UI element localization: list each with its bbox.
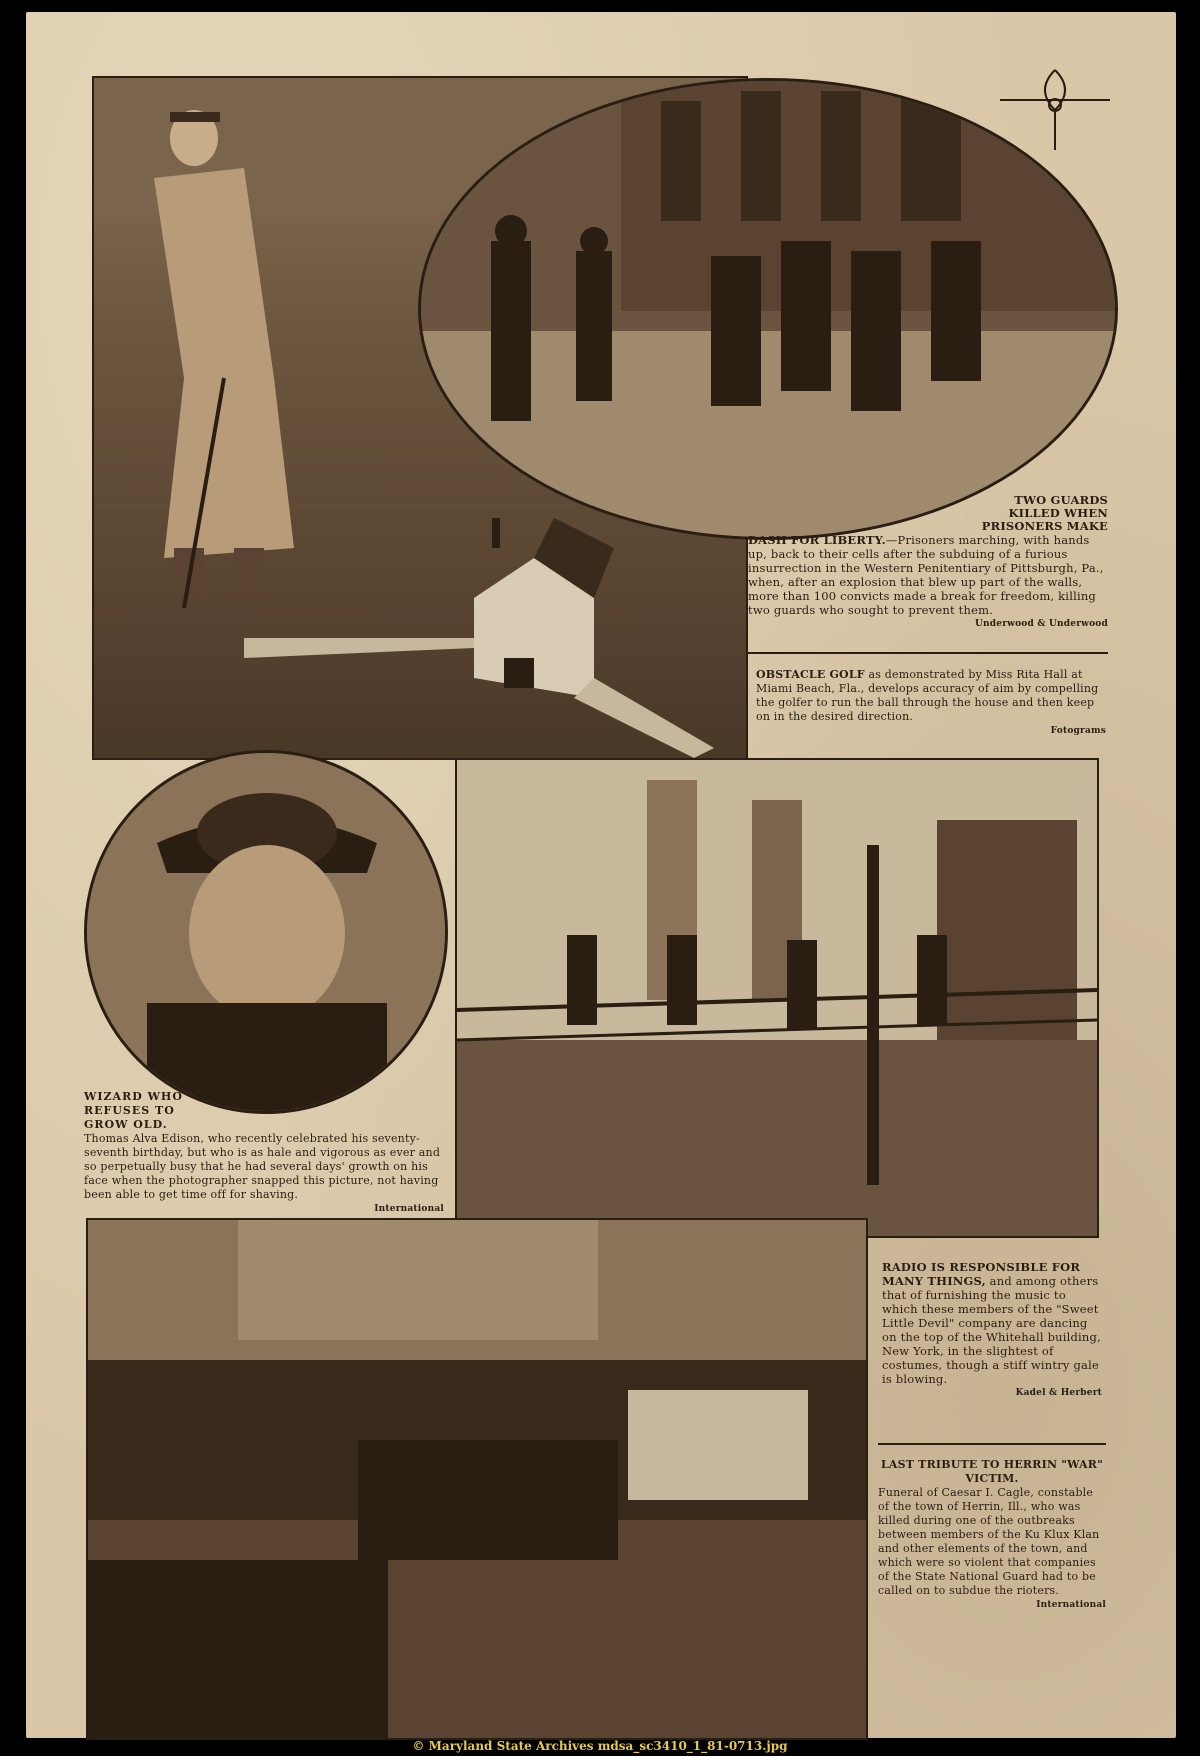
herrin-caption: [878, 1458, 1106, 1612]
golf-credit: Fotograms: [1050, 726, 1106, 736]
prison-caption-lead: DASH FOR LIBERTY.: [748, 533, 886, 547]
prison-caption: [748, 494, 1108, 631]
radio-caption-lead: RADIO IS RESPONSIBLE FOR MANY THINGS,: [882, 1260, 1081, 1288]
edison-credit: International: [374, 1204, 444, 1214]
radio-caption-text: and among others that of furnishing the music to which these members of the "Sweet Little Devil" company are dancing on the top of the Whitehall building, New York, in the slightest of costumes, though a stiff wintry gale is blowing.: [882, 1274, 1101, 1386]
herrin-credit: International: [1036, 1600, 1106, 1610]
edison-caption-text: Thomas Alva Edison, who recently celebrated his seventy-seventh birthday, but who is as hale and vigorous as ever and so perpetually busy that he had several days' growth on his face when the photographer snapped this picture, not having been able to get time off for shaving.: [84, 1132, 441, 1201]
dancers-photo: [455, 758, 1099, 1238]
edison-caption: [84, 1090, 444, 1216]
radio-credit: Kadel & Herbert: [1015, 1388, 1102, 1398]
radio-caption: [882, 1260, 1102, 1400]
funeral-photo: [86, 1218, 868, 1740]
edison-caption-head: WIZARD WHO REFUSES TO GROW OLD.: [84, 1090, 183, 1131]
divider-rule-2: [878, 1443, 1106, 1445]
golf-caption-text: as demonstrated by Miss Rita Hall at Miami Beach, Fla., develops accuracy of aim by compelling the golfer to run the ball through the house and then keep on in the desired direction.: [756, 668, 1099, 723]
herrin-caption-text: Funeral of Caesar I. Cagle, constable of the town of Herrin, Ill., who was killed during one of the outbreaks between members of the Ku Klux Klan and other elements of the town, and which were so violent that companies of the State National Guard had to be called on to subdue the rioters.: [878, 1486, 1100, 1597]
golf-caption: [756, 668, 1106, 738]
edison-photo: [84, 750, 448, 1114]
prison-caption-text: —Prisoners marching, with hands up, back to their cells after the subduing of a furious insurrection in the Western Penitentiary of Pittsburgh, Pa., when, after an explosion that blew up part of the walls, more than 100 convicts made a break for freedom, killing two guards who sought to prevent them.: [748, 533, 1104, 617]
golf-caption-lead: OBSTACLE GOLF: [756, 668, 865, 681]
divider-rule: [748, 652, 1108, 654]
flourish-ornament: [995, 60, 1115, 160]
prison-credit: Underwood & Underwood: [975, 619, 1108, 629]
archive-footer: © Maryland State Archives mdsa_sc3410_1_81-0713.jpg: [412, 1739, 788, 1753]
prison-caption-head: TWO GUARDS KILLED WHEN PRISONERS MAKE: [981, 493, 1108, 533]
herrin-caption-head: LAST TRIBUTE TO HERRIN "WAR" VICTIM.: [880, 1458, 1104, 1485]
